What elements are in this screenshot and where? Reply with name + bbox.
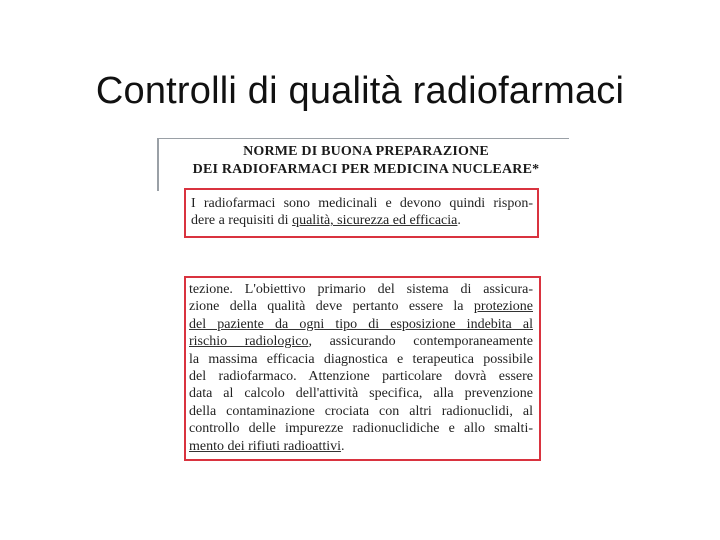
text-fragment: dere a requisiti di: [191, 213, 293, 229]
text-line: del radiofarmaco. Attenzione particolare dovrà essere: [189, 369, 533, 385]
document-header-line-2: DEI RADIOFARMACI PER MEDICINA NUCLEARE*: [192, 162, 540, 177]
text-line: controllo delle impurezze radionuclidiche e allo smalti-: [189, 421, 533, 437]
underlined-phrase: qualità, sicurezza ed efficacia: [292, 213, 458, 229]
underlined-phrase: rischio radiologico: [189, 334, 309, 350]
text-fragment: zione della qualità deve pertanto essere la: [189, 299, 474, 315]
text-line: [189, 316, 533, 333]
slide-title: Controlli di qualità radiofarmaci: [95, 70, 625, 112]
text-line: [189, 438, 533, 455]
document-header-line-1: NORME DI BUONA PREPARAZIONE: [243, 144, 489, 159]
text-line: I radiofarmaci sono medicinali e devono quindi rispon-: [191, 196, 533, 211]
highlight-box-requirements: [184, 188, 539, 238]
underlined-phrase: protezione: [473, 299, 533, 315]
underlined-phrase: mento dei rifiuti radioattivi: [189, 438, 342, 454]
text-line: della contaminazione crociata con altri radionuclidi, al: [189, 403, 533, 419]
highlight-box-quality-assurance: [184, 276, 541, 461]
quality-assurance-paragraph: [189, 281, 533, 455]
text-fragment: .: [457, 213, 461, 229]
text-line: [189, 298, 533, 315]
text-fragment: .: [341, 438, 345, 454]
underlined-phrase: del paziente da ogni tipo di esposizione indebita al: [189, 316, 533, 332]
text-line: data al calcolo dell'attività specifica, alla prevenzione: [189, 386, 533, 402]
text-line: [191, 212, 533, 229]
text-line: tezione. L'obiettivo primario del sistema di assicura-: [189, 282, 533, 297]
text-line: [189, 333, 533, 350]
requirements-paragraph: [191, 195, 533, 230]
text-fragment: , assicurando contemporaneamente: [308, 334, 533, 350]
text-line: la massima efficacia diagnostica e terapeutica possibile: [189, 351, 533, 367]
